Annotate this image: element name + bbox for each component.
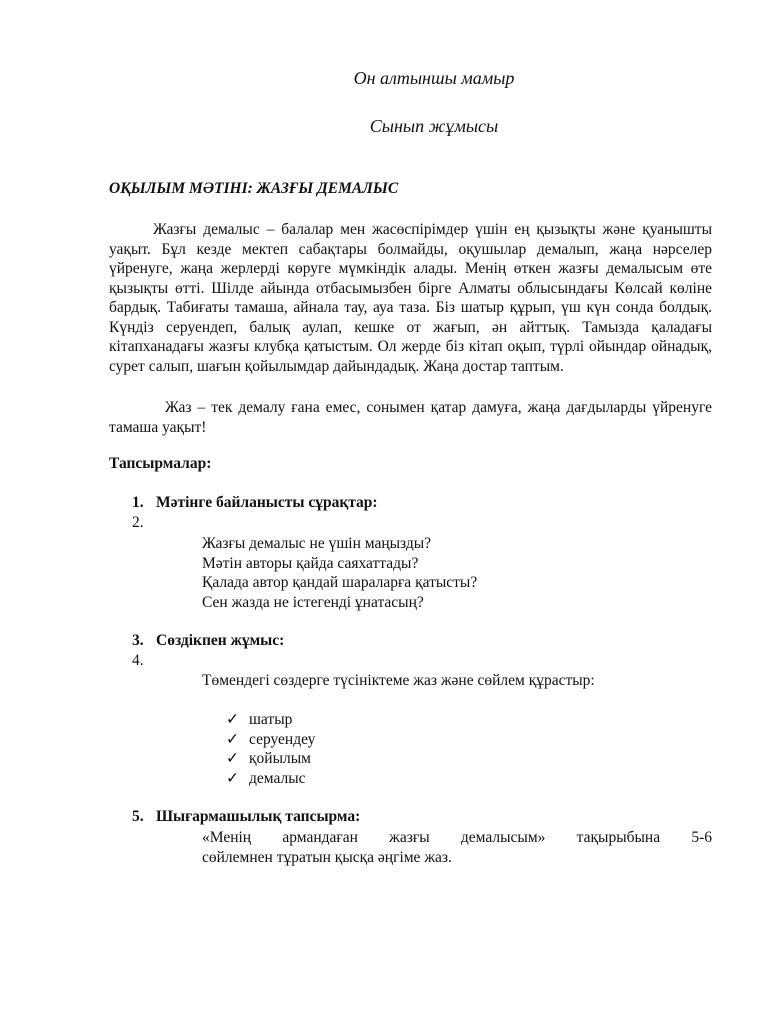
task-5-number: 5. <box>132 808 144 825</box>
task-item-3 <box>132 632 284 650</box>
classwork-heading: Сынып жұмысы <box>369 116 499 136</box>
task-item-5 <box>132 808 360 826</box>
paragraph-1-text: Жазғы демалыс – балалар мен жасөспірімдер үшін ең қызықты және қуанышты уақыт. Бұл кезде мектеп сабақтары болмайды, оқушылар демалып, жаңа нәрселер үйренуге, жаңа жерлерді көруге мүмкіндік алады. Менің өткен жазғы демалысым өте қызықты өтті. Шілде айында отбасымызбен бірге Алматы облысындағы Көлсай көліне бардық. Табиғаты тамаша, айнала тау, ауа таза. Біз шатыр құрып, үш күн сонда болдық. Күндіз серуендеп, балық аулап, кешке от жағып, ән айттық. Тамызда қаладағы кітапханадағы жазғы клубқа қатыстым. Ол жерде біз кітап оқып, түрлі ойындар ойнадық, сурет салып, шағын қойылымдар дайындадық. Жаңа достар таптым. <box>109 221 712 375</box>
vocab-item <box>226 730 315 750</box>
checkmark-icon: ✓ <box>226 711 239 728</box>
paragraph-2-text: Жаз – тек демалу ғана емес, сонымен қатар дамуға, жаңа дағдыларды үйренуге тамаша уақыт! <box>109 399 712 436</box>
checkmark-icon: ✓ <box>226 769 239 787</box>
reading-paragraph-1 <box>109 220 712 376</box>
vocab-word: шатыр <box>249 711 293 728</box>
question-item: Жазғы демалыс не үшін маңызды? <box>202 535 432 552</box>
creative-task-line-1: «Менің армандаған жазғы демалысым» тақырыбына 5-6 <box>202 829 712 846</box>
checkmark-icon: ✓ <box>226 730 239 748</box>
creative-task-line-2: сөйлемнен тұратын қысқа әңгіме жаз. <box>202 848 452 866</box>
question-item: Сен жазда не істегенді ұнатасың? <box>202 593 424 611</box>
task-3-number: 3. <box>132 632 144 649</box>
vocab-item <box>226 749 315 769</box>
tasks-heading: Тапсырмалар: <box>109 455 212 472</box>
vocab-list <box>226 710 315 788</box>
task-1-number: 1. <box>132 494 144 511</box>
vocab-word: қойылым <box>249 750 311 767</box>
task-item-2-number: 2. <box>132 514 144 531</box>
checkmark-icon: ✓ <box>226 750 239 767</box>
question-list <box>202 534 477 612</box>
creative-task-text <box>202 828 712 867</box>
vocab-instruction: Төмендегі сөздерге түсініктеме жаз және сөйлем құрастыр: <box>202 672 595 689</box>
task-item-1 <box>132 494 378 512</box>
question-item: Қалада автор қандай шараларға қатысты? <box>202 574 478 591</box>
vocab-word: демалыс <box>249 769 306 787</box>
task-item-4-number: 4. <box>132 652 144 669</box>
reading-title: ОҚЫЛЫМ МӘТІНІ: ЖАЗҒЫ ДЕМАЛЫС <box>109 180 399 197</box>
task-1-label: Мәтінге байланысты сұрақтар: <box>156 494 378 511</box>
reading-paragraph-2 <box>109 398 712 437</box>
vocab-item <box>226 769 315 789</box>
vocab-item <box>226 710 315 730</box>
question-item: Мәтін авторы қайда саяхаттады? <box>202 554 419 572</box>
task-3-label: Сөздікпен жұмыс: <box>156 632 285 649</box>
task-5-label: Шығармашылық тапсырма: <box>156 808 361 825</box>
vocab-word: серуендеу <box>249 730 316 748</box>
date-heading: Он алтыншы мамыр <box>353 68 515 88</box>
